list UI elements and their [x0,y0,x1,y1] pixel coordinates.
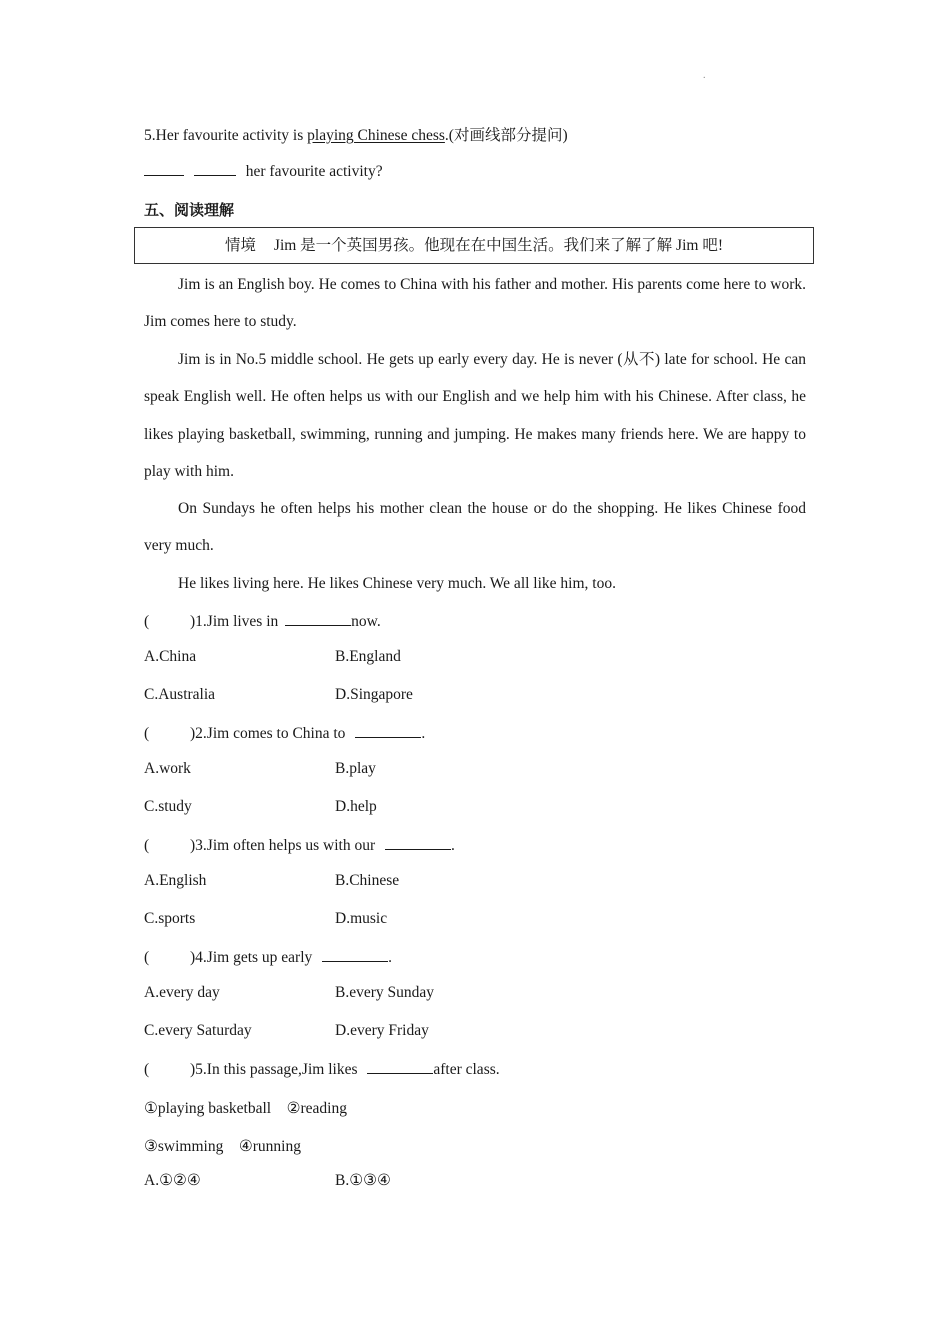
page-marker: . [703,70,706,81]
passage-paragraph-3: On Sundays he often helps his mother clean the house or do the shopping. He likes Chinese food very much. [144,500,806,555]
answer-bracket[interactable]: ( [144,1061,150,1078]
fill-blank [367,1059,433,1074]
option-b[interactable]: B.Chinese [335,872,400,889]
option-b[interactable]: B.England [335,648,401,665]
option-b[interactable]: B.every Sunday [335,984,435,1001]
context-label: 情境 [225,237,257,254]
answer-bracket[interactable]: ( [144,725,150,742]
option-c[interactable]: C.every Saturday [144,1022,252,1039]
answer-blank-1[interactable] [144,161,184,176]
context-box [134,227,814,264]
context-text: Jim 是一个英国男孩。他现在在中国生活。我们来了解了解 Jim 吧! [273,237,723,254]
option-a[interactable]: A.work [144,760,191,777]
option-b[interactable]: B.①③④ [335,1172,391,1189]
fill-blank [285,611,351,626]
answer-bracket[interactable]: ( [144,949,150,966]
option-a[interactable]: A.every day [144,984,220,1001]
option-d[interactable]: D.every Friday [335,1022,429,1039]
answer-blank-2[interactable] [194,161,236,176]
fill-blank [355,723,421,738]
passage-paragraph-2: Jim is in No.5 middle school. He gets up early every day. He is never (从不) late for school. He can speak English well. He often helps us with our English and we help him with his Chinese. After class, he likes playing basketball, swimming, running and jumping. He makes many friends here. We are happy to play with him. [144,351,806,481]
option-a[interactable]: A.①②④ [144,1172,201,1189]
passage-paragraph-1: Jim is an English boy. He comes to China with his father and mother. His parents come here to work. Jim comes here to study. [144,276,806,331]
question-1: ( )1.Jim lives in now. [144,613,381,630]
option-b[interactable]: B.play [335,760,376,777]
question-5: ( )5.In this passage,Jim likes after class. [144,1061,500,1078]
fill-blank [322,947,388,962]
option-d[interactable]: D.help [335,798,377,815]
numbered-items-1: ①playing basketball ②reading [144,1100,347,1117]
question-3: ( )3.Jim often helps us with our . [144,837,455,854]
underlined-phrase: playing Chinese chess [307,127,445,144]
option-a[interactable]: A.China [144,648,197,665]
option-c[interactable]: C.study [144,798,192,815]
passage-paragraph-4: He likes living here. He likes Chinese very much. We all like him, too. [178,575,616,592]
option-c[interactable]: C.Australia [144,686,216,703]
section-title: 五、阅读理解 [144,201,235,219]
option-c[interactable]: C.sports [144,910,196,927]
fill-blank [385,835,451,850]
rewrite-question-5: 5.Her favourite activity is playing Chinese chess.(对画线部分提问) [144,127,568,144]
option-d[interactable]: D.music [335,910,388,927]
answer-bracket[interactable]: ( [144,613,150,630]
question-4: ( )4.Jim gets up early . [144,949,393,966]
option-a[interactable]: A.English [144,872,207,889]
option-d[interactable]: D.Singapore [335,686,413,703]
rewrite-answer-line: her favourite activity? [144,161,383,181]
answer-bracket[interactable]: ( [144,837,150,854]
numbered-items-2: ③swimming ④running [144,1138,301,1155]
question-2: ( )2.Jim comes to China to . [144,725,426,742]
